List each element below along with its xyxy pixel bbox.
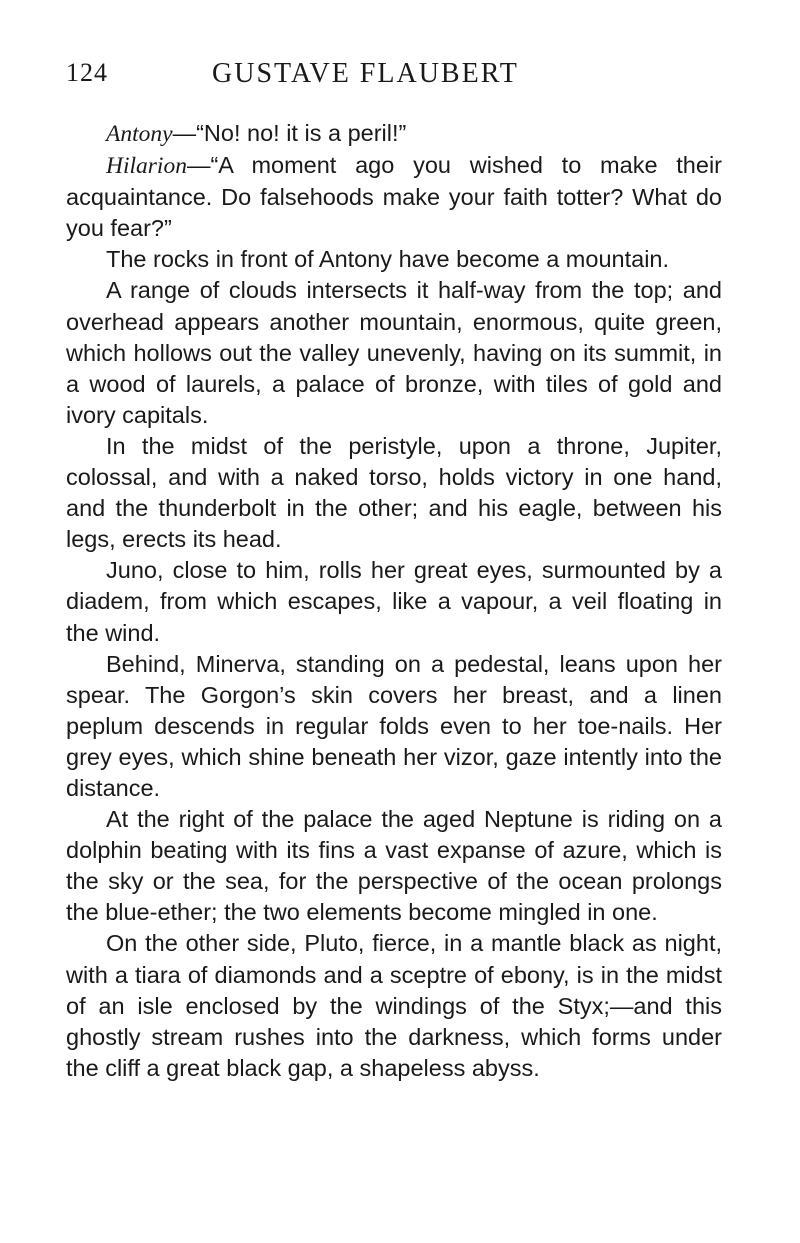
dialogue-text: —“A moment ago you wished to make their acquaintance. Do falsehoods make your faith totter? What do you fear?”: [66, 152, 722, 242]
paragraph: Juno, close to him, rolls her great eyes, surmounted by a diadem, from which escapes, like a vapour, a veil floating in the wind.: [66, 557, 722, 646]
paragraph: A range of clouds intersects it half-way from the top; and overhead appears another mountain, enormous, quite green, which hollows out the valley unevenly, having on its summit, in a wood of laurels, a palace of bronze, with tiles of gold and ivory capitals.: [66, 277, 722, 428]
speaker-name: Hilarion: [106, 153, 187, 180]
page-number: 124: [66, 58, 108, 87]
paragraph: The rocks in front of Antony have become a mountain.: [106, 246, 670, 273]
body-text: [66, 118, 722, 1084]
speaker-name: Antony: [106, 121, 173, 147]
dialogue-paragraph: [66, 118, 722, 150]
running-title: GUSTAVE FLAUBERT: [212, 58, 519, 89]
paragraph: At the right of the palace the aged Neptune is riding on a dolphin beating with its fins a vast expanse of azure, which is the sky or the sea, for the perspective of the ocean prolongs the blue-ether; the two elements become mingled in one.: [66, 806, 722, 926]
paragraph: Behind, Minerva, standing on a pedestal, leans upon her spear. The Gorgon’s skin covers her breast, and a linen peplum descends in regular folds even to her toe-nails. Her grey eyes, which shine beneath her vizor, gaze intently into the distance.: [66, 650, 722, 801]
running-head: [66, 58, 726, 94]
paragraph: In the midst of the peristyle, upon a throne, Jupiter, colossal, and with a naked torso, holds victory in one hand, and the thunderbolt in the other; and his eagle, between his legs, erects its head.: [66, 432, 722, 553]
paragraph: On the other side, Pluto, fierce, in a mantle black as night, with a tiara of diamonds and a sceptre of ebony, is in the midst of an isle enclosed by the windings of the Styx;—and this ghostly stream rushes into the darkness, which forms under the cliff a great black gap, a shapeless abyss.: [66, 930, 722, 1081]
dialogue-paragraph: [66, 150, 722, 244]
dialogue-text: —“No! no! it is a peril!”: [172, 120, 407, 146]
